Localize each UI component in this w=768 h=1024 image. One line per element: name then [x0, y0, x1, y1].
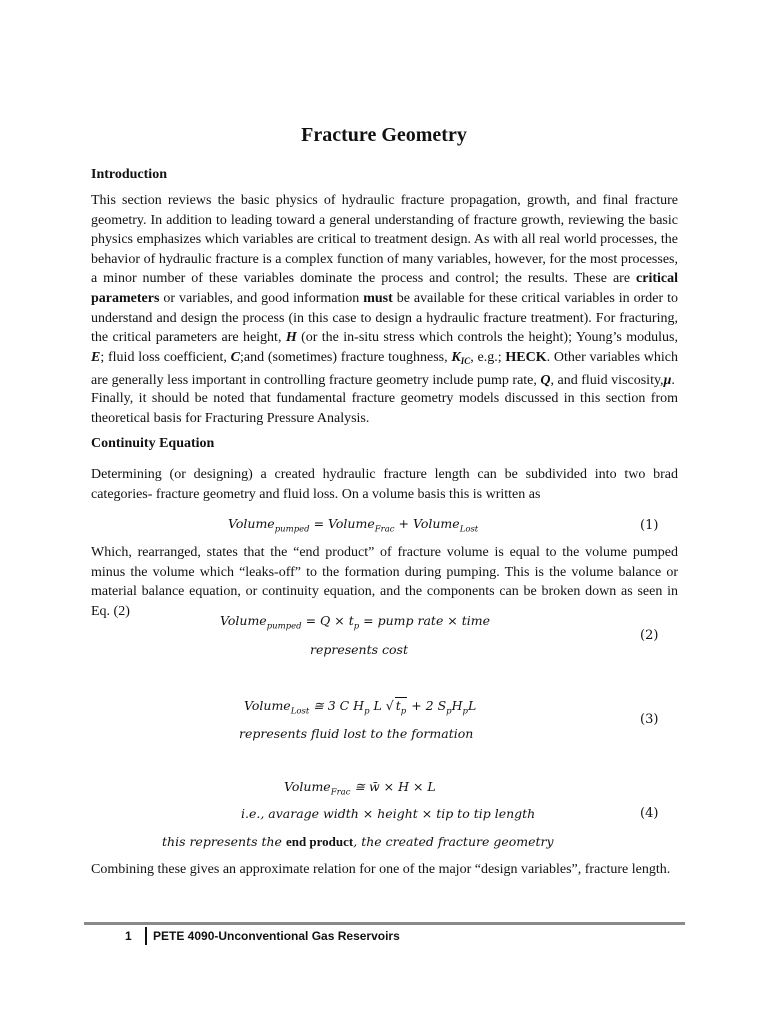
equation-4-note: i.e., avarage width × height × tip to tip length [241, 806, 536, 821]
equation-2-number: (2) [640, 628, 659, 643]
continuity-paragraph-3: Combining these gives an approximate relation for one of the major “design variables”, fracture length. [91, 862, 671, 877]
page-footer [125, 927, 400, 945]
footer-divider [145, 927, 147, 945]
continuity-heading: Continuity Equation [91, 436, 215, 451]
continuity-paragraph-2: Which, rearranged, states that the “end product” of fracture volume is equal to the volume pumped minus the volume which “leaks-off” to the formation during pumping. This is the volume balance or material balance equation, or continuity equation, and the components can be broken down as seen in Eq. (2) [91, 545, 678, 619]
equation-3: Volume$_{Lost}$ ≅ 3 C $H_p$ L √ $t_p + 2$ $S_pH_pL$ [244, 698, 477, 717]
equation-1-number: (1) [640, 518, 659, 533]
equation-3-number: (3) [640, 712, 659, 727]
continuity-paragraph-1: Determining (or designing) a created hydraulic fracture length can be subdivided into two brad categories- fracture geometry and fluid loss. On a volume basis this is written as [91, 467, 678, 502]
conclusion-paragraph: Finally, it should be noted that fundamental fracture geometry models discussed in this section from theoretical basis for Fracturing Pressure Analysis. [91, 391, 678, 426]
equation-4-number: (4) [640, 806, 659, 821]
equation-3-note: represents fluid lost to the formation [239, 726, 474, 741]
equation-4-note-2: this represents the end product, the created fracture geometry [162, 834, 554, 849]
footer-rule [84, 922, 685, 925]
page-number: 1 [125, 929, 132, 943]
equation-1: Volume$_{pumped}$ = Volume$_{Frac}$ + Volume$_{Lost}$ [228, 516, 479, 535]
equation-4: Volume$_{Frac}$ ≅ w̄ × H × L [284, 779, 436, 798]
introduction-heading: Introduction [91, 167, 167, 182]
page-title: Fracture Geometry [301, 124, 467, 146]
introduction-paragraph: This section reviews the basic physics of hydraulic fracture propagation, growth, and final fracture geometry. In addition to leading toward a general understanding of fracture growth, reviewing the basic physics emphasizes which variables are critical to treatment design. As with all real world processes, the behavior of hydraulic fracture is a complex function of many variables, however, for the most processes, a minor number of these variables dominate the process and control; the results. These are critical parameters or variables, and good information must be available for these critical variables in order to understand and design the process (in this case to design a hydraulic fracture treatment). For fracturing, the critical parameters are height, H (or the in-situ stress which controls the height); Young’s modulus, E; fluid loss coefficient, C;and (sometimes) fracture toughness, $K_{IC}$, e.g.; HECK. Other variables which are generally less important in controlling fracture geometry include pump rate, Q, and fluid viscosity,μ. [91, 193, 679, 389]
course-title: PETE 4090-Unconventional Gas Reservoirs [153, 929, 400, 943]
equation-2-note: represents cost [310, 642, 408, 657]
equation-2: Volume$_{pumped}$ = $Q \times t_p$ = pump rate × time [220, 613, 491, 632]
